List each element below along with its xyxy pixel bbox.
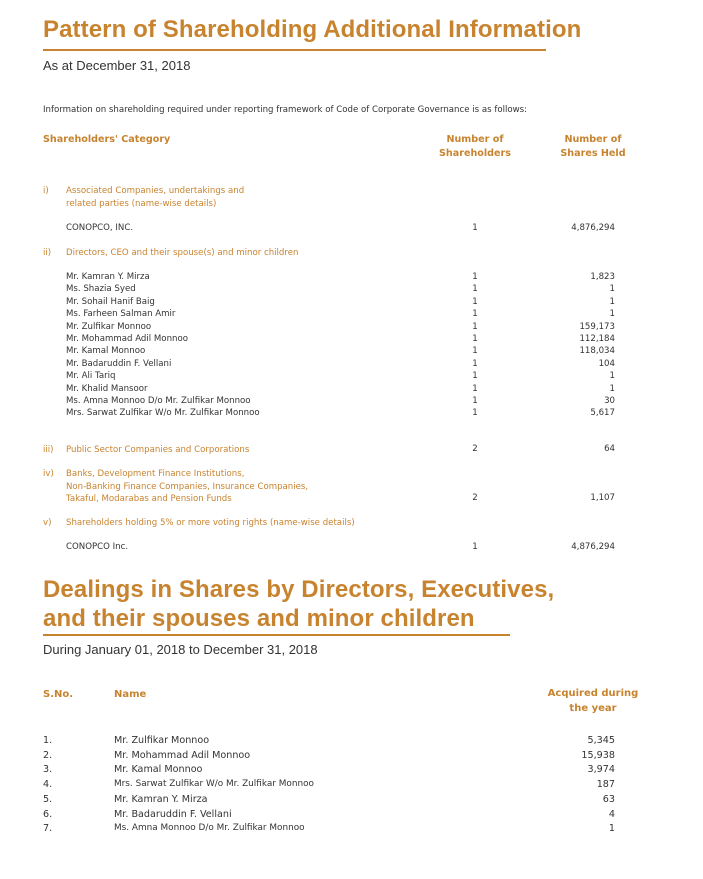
holder-shares: 5,617 [590, 408, 615, 419]
category-shares: 64 [604, 444, 615, 454]
holder-count: 1 [472, 334, 478, 344]
section2-title-underline [43, 634, 510, 636]
dealing-name: Ms. Amna Monnoo D/o Mr. Zulfikar Monnoo [114, 823, 305, 834]
holder-shares: 1,823 [590, 272, 615, 282]
section1-title-underline [43, 49, 546, 51]
category-number: ii) [43, 248, 52, 258]
holder-shares: 1 [609, 296, 615, 307]
header-category: Shareholders' Category [43, 134, 171, 145]
dealing-acquired: 63 [602, 793, 615, 805]
category-label: Takaful, Modarabas and Pension Funds [66, 494, 232, 504]
dealing-acquired: 15,938 [581, 749, 615, 761]
category-label: Non-Banking Finance Companies, Insurance Companies, [66, 481, 309, 492]
dealing-acquired: 4 [608, 808, 615, 820]
holder-count: 1 [472, 408, 478, 419]
section1-subtitle: As at December 31, 2018 [43, 58, 191, 73]
header-shares-2: Shares Held [560, 148, 626, 159]
category-label: related parties (name-wise details) [66, 198, 217, 209]
holder-name: Ms. Farheen Salman Amir [66, 309, 176, 320]
section1-title: Pattern of Shareholding Additional Information [43, 16, 582, 43]
holder-name: Mr. Kamran Y. Mirza [66, 272, 150, 282]
dealing-name: Mr. Kamran Y. Mirza [114, 793, 208, 805]
holder-name: Ms. Shazia Syed [66, 284, 136, 295]
dealing-name: Mr. Mohammad Adil Monnoo [114, 749, 251, 761]
category-shares: 1,107 [590, 493, 615, 503]
holder-name: Mr. Badaruddin F. Vellani [66, 358, 172, 369]
header-acquired-2: the year [569, 703, 617, 714]
dealing-sno: 7. [43, 823, 53, 835]
section2-subtitle: During January 01, 2018 to December 31, 2018 [43, 642, 318, 657]
dealing-acquired: 1 [608, 823, 615, 835]
category-label: Public Sector Companies and Corporations [66, 445, 250, 455]
section1-intro: Information on shareholding required under reporting framework of Code of Corporate Governance is as follows: [43, 105, 528, 115]
category-holders: 2 [472, 493, 478, 503]
dealing-name: Mrs. Sarwat Zulfikar W/o Mr. Zulfikar Monnoo [114, 779, 314, 790]
holder-name: Mr. Sohail Hanif Baig [66, 296, 155, 307]
holder-shares: 4,876,294 [571, 223, 615, 233]
category-number: i) [43, 186, 49, 196]
holder-name: Mr. Mohammad Adil Monnoo [66, 334, 188, 344]
section2-title-line1: Dealings in Shares by Directors, Executives, [43, 576, 555, 603]
holder-count: 1 [472, 371, 478, 382]
category-label: Banks, Development Finance Institutions, [66, 469, 245, 479]
holder-shares: 104 [598, 358, 615, 369]
holder-count: 1 [472, 272, 478, 282]
header-name: Name [114, 689, 147, 700]
holder-name: Mr. Khalid Mansoor [66, 383, 148, 394]
dealing-name: Mr. Zulfikar Monnoo [114, 735, 210, 746]
holder-shares: 159,173 [579, 321, 615, 332]
holder-count: 1 [472, 542, 478, 552]
holder-shares: 118,034 [579, 346, 615, 357]
holder-count: 1 [472, 396, 478, 406]
holder-name: CONOPCO, INC. [66, 223, 134, 233]
holder-count: 1 [472, 223, 478, 233]
holder-shares: 30 [604, 396, 615, 406]
dealing-acquired: 187 [596, 779, 615, 791]
dealing-sno: 6. [43, 808, 53, 820]
dealing-sno: 4. [43, 779, 53, 791]
holder-name: Ms. Amna Monnoo D/o Mr. Zulfikar Monnoo [66, 396, 251, 406]
holder-count: 1 [472, 296, 478, 307]
category-label: Directors, CEO and their spouse(s) and minor children [66, 248, 299, 258]
dealing-sno: 5. [43, 793, 53, 805]
holder-name: Mr. Kamal Monnoo [66, 346, 146, 357]
dealing-sno: 1. [43, 735, 53, 746]
holder-shares: 1 [609, 284, 615, 295]
header-sno: S.No. [43, 689, 74, 700]
holder-name: Mrs. Sarwat Zulfikar W/o Mr. Zulfikar Monnoo [66, 408, 260, 419]
holder-name: Mr. Ali Tariq [66, 371, 116, 382]
category-label: Associated Companies, undertakings and [66, 186, 245, 196]
holder-shares: 1 [609, 371, 615, 382]
header-acquired-1: Acquired during [547, 688, 639, 699]
holder-count: 1 [472, 284, 478, 295]
holder-name: CONOPCO Inc. [66, 542, 129, 552]
holder-count: 1 [472, 346, 478, 357]
header-shareholders-1: Number of [446, 134, 504, 145]
dealing-acquired: 5,345 [587, 735, 615, 746]
category-number: iv) [43, 469, 54, 479]
holder-shares: 1 [609, 309, 615, 320]
header-shareholders-2: Shareholders [439, 148, 511, 159]
category-holders: 2 [472, 444, 478, 454]
holder-count: 1 [472, 321, 478, 332]
holder-count: 1 [472, 383, 478, 394]
holder-shares: 1 [609, 383, 615, 394]
dealing-name: Mr. Kamal Monnoo [114, 764, 203, 776]
category-number: v) [43, 518, 52, 528]
dealing-sno: 2. [43, 749, 53, 761]
dealing-sno: 3. [43, 764, 53, 776]
header-shares-1: Number of [564, 134, 622, 145]
section2-title-line2: and their spouses and minor children [43, 605, 475, 632]
holder-count: 1 [472, 358, 478, 369]
category-number: iii) [43, 445, 54, 455]
holder-shares: 4,876,294 [571, 542, 615, 552]
category-label: Shareholders holding 5% or more voting rights (name-wise details) [66, 518, 355, 528]
holder-count: 1 [472, 309, 478, 320]
dealing-acquired: 3,974 [587, 764, 615, 776]
dealing-name: Mr. Badaruddin F. Vellani [114, 808, 232, 820]
holder-name: Mr. Zulfikar Monnoo [66, 321, 152, 332]
holder-shares: 112,184 [579, 334, 615, 344]
